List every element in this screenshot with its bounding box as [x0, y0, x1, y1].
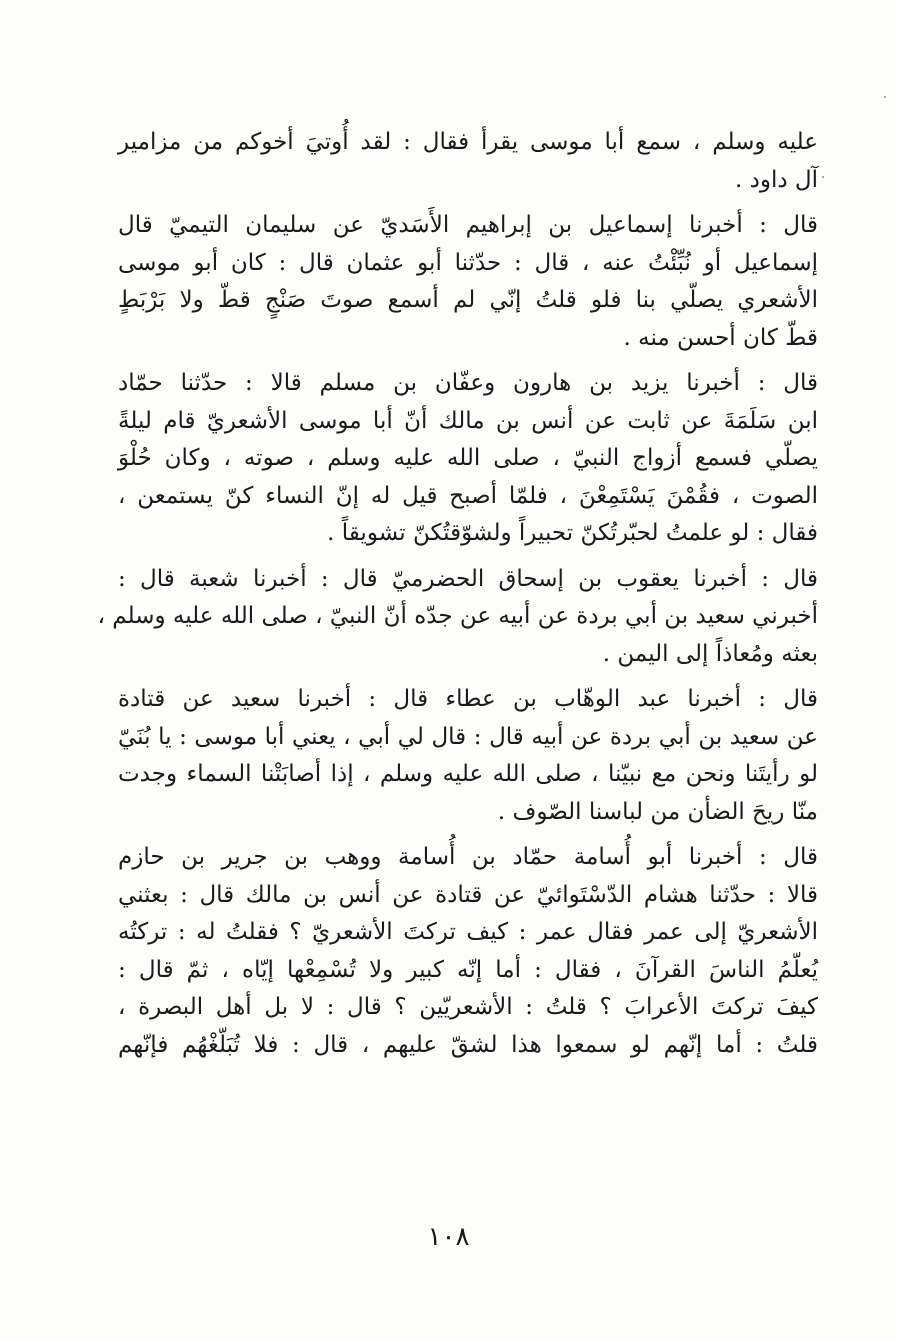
text-line: قال : أخبرنا عبد الوهّاب بن عطاء قال : أخبرنا سعيد عن قتادة — [118, 686, 818, 712]
text-line: قطّ كان أحسن منه . — [623, 324, 818, 351]
text-line: ابن سَلَمَةَ عن ثابت عن أنس بن مالك أنّ أبا موسى الأشعريّ قام ليلةً — [118, 407, 818, 434]
page-number: ١٠٨ — [427, 1222, 470, 1252]
text-line: إسماعيل أو نُبِّئْتُ عنه ، قال : حدّثنا أبو عثمان قال : كان أبو موسى — [118, 249, 818, 276]
text-line: قال : أخبرنا إسماعيل بن إبراهيم الأَسَديّ عن سليمان التيميّ قال — [118, 212, 818, 238]
text-line: بعثه ومُعاذاً إلى اليمن . — [602, 640, 818, 667]
text-line: قالا : حدّثنا هشام الدّسْتَوائيّ عن قتادة عن أنس بن مالك قال : بعثني — [118, 881, 818, 908]
text-line: الأشعري يصلّي بنا فلو قلتُ إنّي لم أسمع صوتَ صَنْجٍ قطّ ولا بَرْبَطٍ — [118, 287, 818, 313]
text-line: عن سعيد بن أبي بردة عن أبيه قال : قال لي أبي ، يعني أبا موسى : يا بُنَيّ — [118, 723, 818, 750]
paragraph-5 — [118, 681, 818, 831]
text-line: قال : أخبرنا يعقوب بن إسحاق الحضرميّ قال : أخبرنا شعبة قال : — [118, 565, 818, 592]
text-line: الأشعريّ إلى عمر فقال عمر : كيف تركتَ الأشعريّ ؟ فقلتُ له : تركتُه — [118, 919, 818, 945]
text-line: قلتُ : أما إنّهم لو سمعوا هذا لشقّ عليهم ، قال : فلا تُبَلّغْهُم فإنّهم — [118, 1031, 818, 1058]
paragraph-1 — [118, 124, 818, 199]
text-line: الصوت ، فقُمْنَ يَسْتَمِعْنَ ، فلمّا أصبح قيل له إنّ النساء كنّ يستمعن ، — [118, 482, 818, 509]
text-line: منّا ريحَ الضأن من لباسنا الصّوف . — [497, 798, 818, 825]
text-line: قال : أخبرنا يزيد بن هارون وعفّان بن مسلم قالا : حدّثنا حمّاد — [118, 370, 818, 396]
text-line: أخبرني سعيد بن أبي بردة عن أبيه عن جدّه أنّ النبيّ ، صلى الله عليه وسلم ، — [97, 603, 818, 629]
text-line: عليه وسلم ، سمع أبا موسى يقرأ فقال : لقد أُوتيَ أخوكم من مزامير — [118, 129, 818, 155]
text-line: آل داود . — [734, 166, 818, 193]
body-text — [97, 124, 818, 1072]
text-line: قال : أخبرنا أبو أُسامة حمّاد بن أُسامة ووهب بن جرير بن حازم — [118, 844, 818, 870]
paragraph-6 — [118, 839, 818, 1064]
text-line: يُعلّمُ الناسَ القرآنَ ، فقال : أما إنّه كبير ولا تُسْمِعْها إيّاه ، ثمّ قال : — [118, 956, 818, 983]
paragraph-3 — [118, 365, 818, 553]
print-speck — [822, 176, 824, 178]
text-line: يصلّي فسمع أزواج النبيّ ، صلى الله عليه وسلم ، صوته ، وكان حُلْوَ — [118, 445, 818, 471]
text-line: كيفَ تركتَ الأعرابَ ؟ قلتُ : الأشعريّين ؟ قال : لا بل أهل البصرة ، — [118, 994, 818, 1020]
paragraph-4 — [97, 561, 818, 674]
print-speck — [884, 96, 886, 98]
paragraph-2 — [118, 207, 818, 357]
text-line: فقال : لو علمتُ لحبّرتُكنّ تحبيراً ولشوّقتُكنّ تشويقاً . — [327, 520, 818, 546]
text-line: لو رأيتَنا ونحن مع نبيّنا ، صلى الله عليه وسلم ، إذا أصابَتْنا السماء وجدت — [118, 761, 818, 787]
